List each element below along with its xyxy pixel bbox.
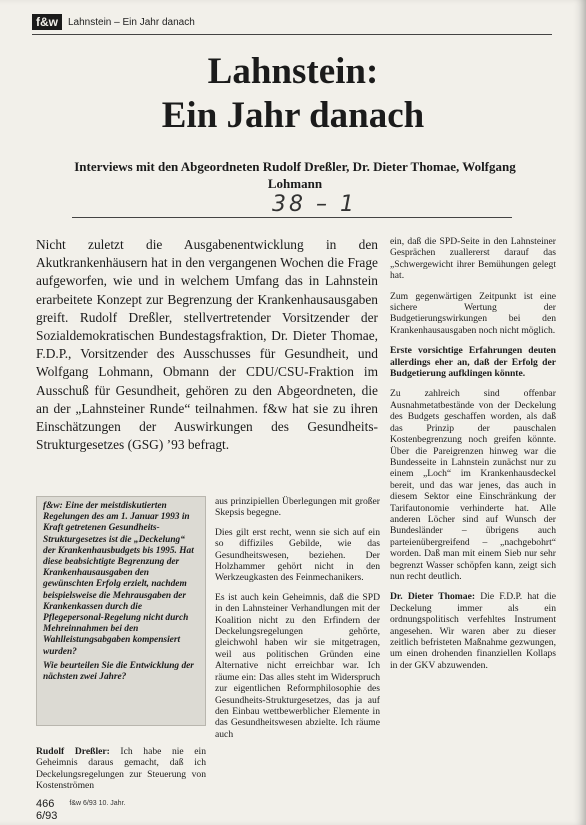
column-2: [215, 496, 380, 748]
col3-paragraph-4: Zu zahlreich sind offenbar Ausnahmetatbestände von der Deckelung des Budgets geschaffen worden, als daß das Prinzip der pauschalen Kostenbegrenzung noch greifen könnte. Über die Pareigrenzen hinweg war die Bundesseite in Lahnstein zunächst nur zu einem „Loch“ im Krankenhausdeckel bereit, und das war jenes, das auch in diesem Sektor eine Einschränkung der Tarifautonomie verhinderte hat. Alle anderen Löcher sind auf Wunsch der Bundesländer – übrigens auch parteienübergreifend – „nachgebohrt“ worden. Daß man mit einem Sieb nur sehr begrenzt Wasser schöpfen kann, zeigt sich nun recht deutlich.: [390, 388, 556, 582]
divider: [72, 217, 512, 218]
title-line-1: Lahnstein:: [207, 51, 379, 92]
page-number: 466: [36, 798, 55, 810]
speaker-dressler: Rudolf Dreßler:: [36, 746, 110, 757]
article-title: [0, 50, 586, 138]
col3-bold-note: Erste vorsichtige Erfahrungen deuten allerdings eher an, daß der Erfolg der Budgetierung aufklingen könnte.: [390, 345, 556, 380]
running-header: [32, 10, 552, 35]
page-footer: [36, 798, 236, 822]
question-2: Wie beurteilen Sie die Entwicklung der nächsten zwei Jahre?: [43, 660, 194, 683]
handwritten-note: 38 – 1: [272, 192, 357, 217]
title-line-2: Ein Jahr danach: [161, 95, 425, 136]
lead-paragraph: Nicht zuletzt die Ausgabenentwicklung in den Akutkrankenhäusern hat in den vergangenen Wochen die Frage aufgeworfen, wie und in welchem Umfang das in Lahnstein erarbeitete Konzept zur Begrenzung der Krankenhausausgaben greift. Rudolf Dreßler, stellvertretender Vorsitzender der Sozialdemokratischen Bundestagsfraktion, Dr. Dieter Thomae, F.D.P., Vorsitzender des Ausschusses für Gesundheit, und Wolfgang Lohmann, Obmann der CDU/CSU-Fraktion im Ausschuß für Gesundheit, gehören zu den Abgeordneten, die an der „Lahnsteiner Runde“ teilnahmen. f&w hat sie zu ihren Einschätzungen der Auswirkungen des Gesundheits-Strukturgesetzes (GSG) ’93 befragt.: [36, 237, 378, 453]
question-box: [36, 496, 206, 726]
thomae-answer: Die F.D.P. hat die Deckelung immer als ein ordnungspolitisch verfehltes Instrument angesehen. Wir waren aber zu dieser zeitlich befristeten Maßnahme gezwungen, um einen drohenden finanziellen Kollaps in der GKV abzuwenden.: [390, 591, 556, 671]
col2-paragraph-1: aus prinzipiellen Überlegungen mit großer Skepsis begegne.: [215, 496, 380, 519]
issue-number: 6/93: [36, 810, 58, 822]
col2-paragraph-3: Es ist auch kein Geheimnis, daß die SPD in den Lahnsteiner Verhandlungen mit der Koalition nicht zu den Erfindern der Deckelungsregelungen gehörte, gleichwohl haben wir sie mitgetragen, weil aus politischen Gründen eine Alternative nicht erreichbar war. Ich räume ein: Das alles steht im Widerspruch zur eigentlichen Reformphilosophie des Gesundheits-Strukturgesetzes, das ja auf den Einbau wettbewerblicher Elemente in das Gesundheitswesen abzielte. Ich räume auch: [215, 591, 380, 740]
journal-logo: f&w: [32, 14, 62, 30]
column-1-answer: [36, 746, 206, 792]
running-head-text: Lahnstein – Ein Jahr danach: [68, 16, 195, 28]
speaker-thomae: Dr. Dieter Thomae:: [390, 591, 476, 603]
col3-paragraph-3: [390, 345, 556, 379]
dressler-answer-start: Ich habe nie ein Geheimnis daraus gemacht, daß ich Deckelungsregelungen zur Steuerung von Kostenströmen: [36, 746, 207, 792]
col3-paragraph-2: Zum gegenwärtigen Zeitpunkt ist eine sichere Wertung der Budgetierungswirkungen bei den Krankenhausausgaben noch nicht möglich.: [390, 290, 556, 336]
page-number-block: [36, 798, 57, 822]
col3-paragraph-1: ein, daß die SPD-Seite in den Lahnsteiner Gesprächen zuallererst darauf das „Schwergewicht ihrer Bemühungen gelegt hat.: [390, 236, 556, 282]
column-3: [390, 236, 556, 680]
journal-reference: f&w 6/93 10. Jahr.: [69, 800, 126, 807]
article-subtitle: Interviews mit den Abgeordneten Rudolf Dreßler, Dr. Dieter Thomae, Wolfgang Lohmann: [74, 159, 516, 191]
question-1: f&w: Eine der meistdiskutierten Regelungen des am 1. Januar 1993 in Kraft getretenen Gesundheits-Strukturgesetzes ist die „Deckelung“ der Krankenhausbudgets bis 1995. Hat diese beabsichtigte Begrenzung der Krankenhausausgaben den gewünschten Erfolg erzielt, nachdem beispielsweise die Mehrausgaben der Krankenkassen durch die Pflegepersonal-Regelung nicht durch Mehreinnahmen bei den Wahlleistungsabgaben kompensiert wurden?: [43, 501, 194, 657]
col2-paragraph-2: Dies gilt erst recht, wenn sie sich auf ein so diffiziles Gebilde, wie das Gesundheitswesen, beziehen. Der Holzhammer gehört nicht in den Werkzeugkasten des Feinmechanikers.: [215, 526, 380, 584]
col3-paragraph-5: [390, 591, 556, 671]
